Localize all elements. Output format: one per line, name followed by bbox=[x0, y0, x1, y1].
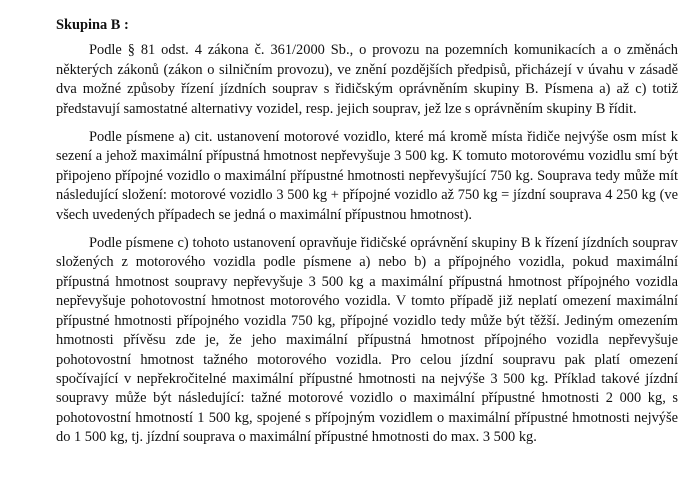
section-heading: Skupina B : bbox=[56, 17, 129, 33]
paragraph-letter-a: Podle písmene a) cit. ustanovení motorové vozidlo, které má kromě místa řidiče nejvýše osm míst k sezení a jehož maximální přípustná hmotnost nepřevyšuje 3 500 kg. K tomuto motorovému vozidlu smí být připojeno přípojné vozidlo o maximální přípustné hmotnosti nepřevyšující 750 kg. Souprava tedy může mít následující složení: motorové vozidlo 3 500 kg + přípojné vozidlo až 750 kg = jízdní souprava 4 250 kg (ve všech uvedených případech se jedná o maximální přípustnou hmotnost). bbox=[56, 129, 678, 223]
paragraph-legal-basis: Podle § 81 odst. 4 zákona č. 361/2000 Sb., o provozu na pozemních komunikacích a o změnách některých zákonů (zákon o silničním provozu), ve znění pozdějších předpisů, přicházejí v úvahu v zásadě dva možné způsoby řízení jízdních souprav s řidičským oprávněním skupiny B. Písmena a) až c) totiž představují samostatné alternativy vozidel, resp. jejich souprav, jež lze s oprávněním skupiny B řídit. bbox=[56, 42, 678, 117]
paragraph-letter-c: Podle písmene c) tohoto ustanovení opravňuje řidičské oprávnění skupiny B k řízení jízdních souprav složených z motorového vozidla podle písmene a) nebo b) a přípojného vozidla, pokud maximální přípustná hmotnost soupravy nepřevyšuje 3 500 kg a maximální přípustná hmotnost přípojného vozidla nepřevyšuje pohotovostní hmotnost motorového vozidla. V tomto případě již neplatí omezení maximální přípustné hmotnosti přípojného vozidla 750 kg, přípojné vozidlo tedy může být těžší. Jediným omezením hmotnosti přívěsu zde je, že jeho maximální přípustná hmotnost přípojného vozidla nepřevyšuje pohotovostní hmotnost tažného motorového vozidla. Pro celou jízdní soupravu pak platí omezení spočívající v nepřekročitelné maximální přípustné hmotnosti na nejvýše 3 500 kg. Příklad takové jízdní soupravy může být následující: tažné motorové vozidlo o maximální přípustné hmotnosti 2 000 kg, s pohotovostní hmotností 1 500 kg, spojené s přípojným vozidlem o maximální přípustné hmotnosti nejvýše do 1 500 kg, tj. jízdní souprava o maximální přípustné hmotnosti do max. 3 500 kg. bbox=[56, 235, 678, 446]
document-body bbox=[56, 16, 678, 457]
